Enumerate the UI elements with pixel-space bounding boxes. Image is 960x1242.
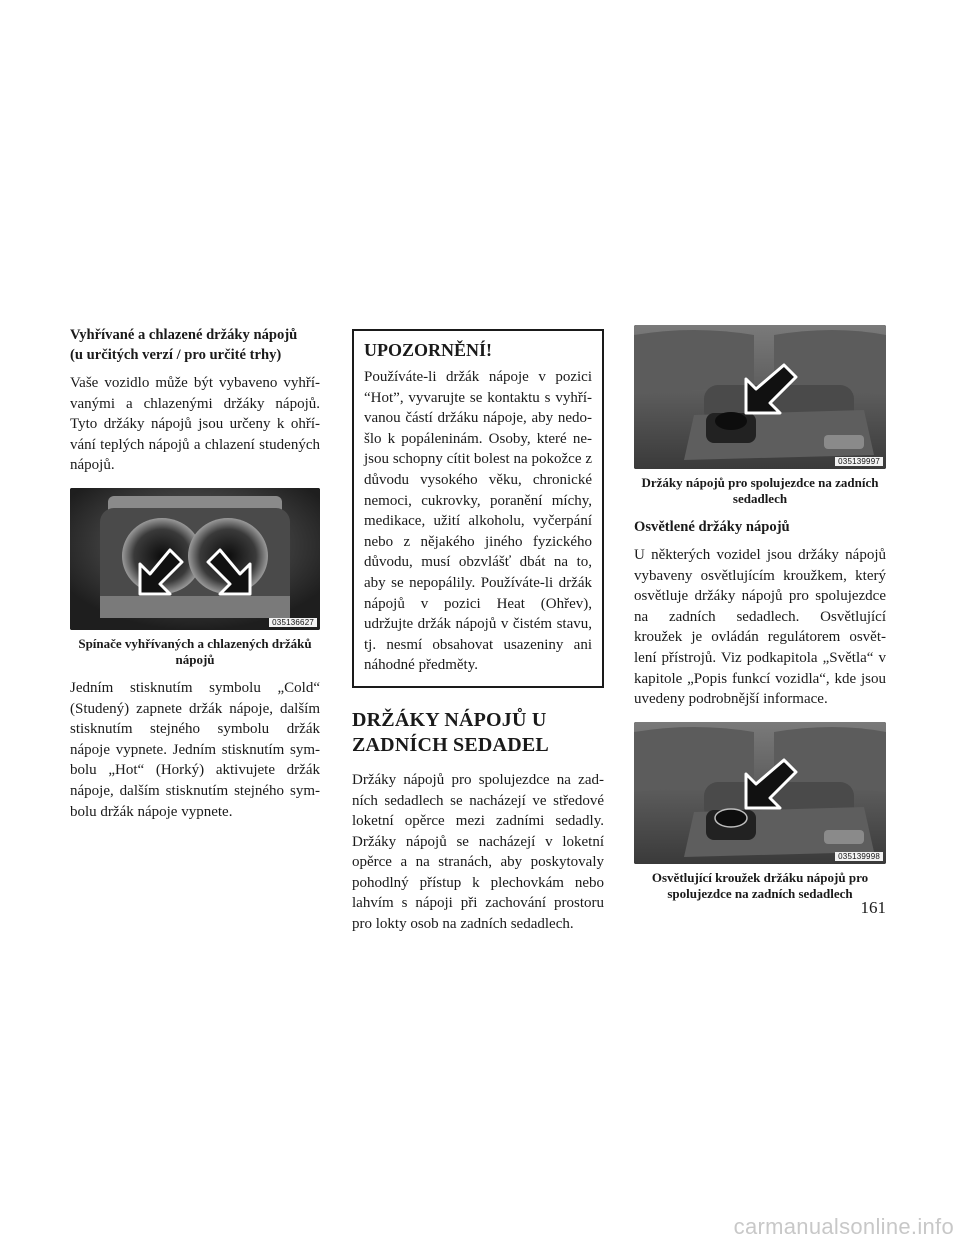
rear-armrest-photo-drawing [634,325,886,469]
photo-code: 035139997 [835,457,883,466]
page-number: 161 [860,898,886,917]
body-paragraph: U některých vozidel jsou držáky nápojů vybaveny osvětlujícím kroužkem, který osvětluje držáky nápojů pro spolujezdce na zadních sedadlech. Osvětlující kroužek je ovládán regulátorem osvět- lení přístrojů. Viz podkapitola „Světla“ v kapitole „Popis funkcí vozidla“, kde jsou uvedeny podrobnější informace. [634,547,886,708]
body-paragraph: Držáky nápojů pro spolujezdce na zad- ních sedadlech se nacházejí ve středové loketní opěrce mezi zadními sedadly. Držáky nápojů se nacházejí v loketní opěrce a na stranách, aby poskytovaly pohodlný přístup k plechovkám nebo lahvím s nápoji při zachování prostoru pro lokty osob na zadních sedadlech. [352,771,604,933]
photo-rear-cupholders [634,325,886,469]
right-column [634,325,886,912]
watermark: carmanualsonline.info [733,1214,954,1239]
body-paragraph: Jedním stisknutím symbolu „Cold“ (Studený) zapnete držák nápoje, dalším stisknutím stejného symbolu držák nápoje vypnete. Jedním stisknutím sym- bolu „Hot“ (Horký) aktivujete držák nápoje, dalším stisknutím stejného sym- bolu držák nápoje vypnete. [70,679,320,820]
intro-paragraph: Vaše vozidlo může být vybaveno vyhří- vanými a chlazenými držáky nápojů. Tyto držáky nápojů jsou určeny k ohří- vání teplých nápojů a chlazení studených nápojů. [70,375,320,474]
photo-caption: Spínače vyhřívaných a chlazených držáků nápojů [78,635,312,667]
warning-box [352,329,604,688]
warning-title: UPOZORNĚNÍ! [364,340,493,360]
middle-column [352,325,604,947]
section-title: DRŽÁKY NÁPOJŮ U ZADNÍCH SEDADEL [352,708,549,756]
photo-code: 035139998 [835,852,883,861]
subhead-illuminated: Osvětlené držáky nápojů [634,519,790,535]
photo-code: 035136627 [269,618,317,627]
warning-text: Používáte-li držák nápoje v pozici “Hot”, vyvarujte se kontaktu s vyhří- vanou částí držáku nápoje, aby nedo- šlo k popáleninám. Osoby, které ne- jsou schopny cítit bolest na pokožce z důvodu vysokého věku, chronické nemoci, cukrovky, poranění míchy, medikace, užití alkoholu, vyčerpání nebo z nějakého jiného fyzického důvodu, musí obzvlášť dbát na to, aby se nepopálily. Používáte-li držák nápojů v pozici Heat (Ohřev), udržujte držák nápojů v čistém stavu, tj. nesmí obsahovat usazeniny ani náhodné předměty. [364,369,592,674]
photo-caption: Osvětlující kroužek držáku nápojů pro spolujezdce na zadních sedadlech [651,869,869,901]
cupholder-photo-drawing [70,488,320,630]
illuminated-ring-photo-drawing [634,722,886,864]
left-column [70,325,320,834]
photo-illuminated-ring [634,722,886,864]
photo-heated-cupholder-switches [70,488,320,630]
subhead-heated-cooled: Vyhřívané a chlazené držáky nápojů (u určitých verzí / pro určité trhy) [70,327,298,363]
photo-caption: Držáky nápojů pro spolujezdce na zadních sedadlech [641,475,879,506]
